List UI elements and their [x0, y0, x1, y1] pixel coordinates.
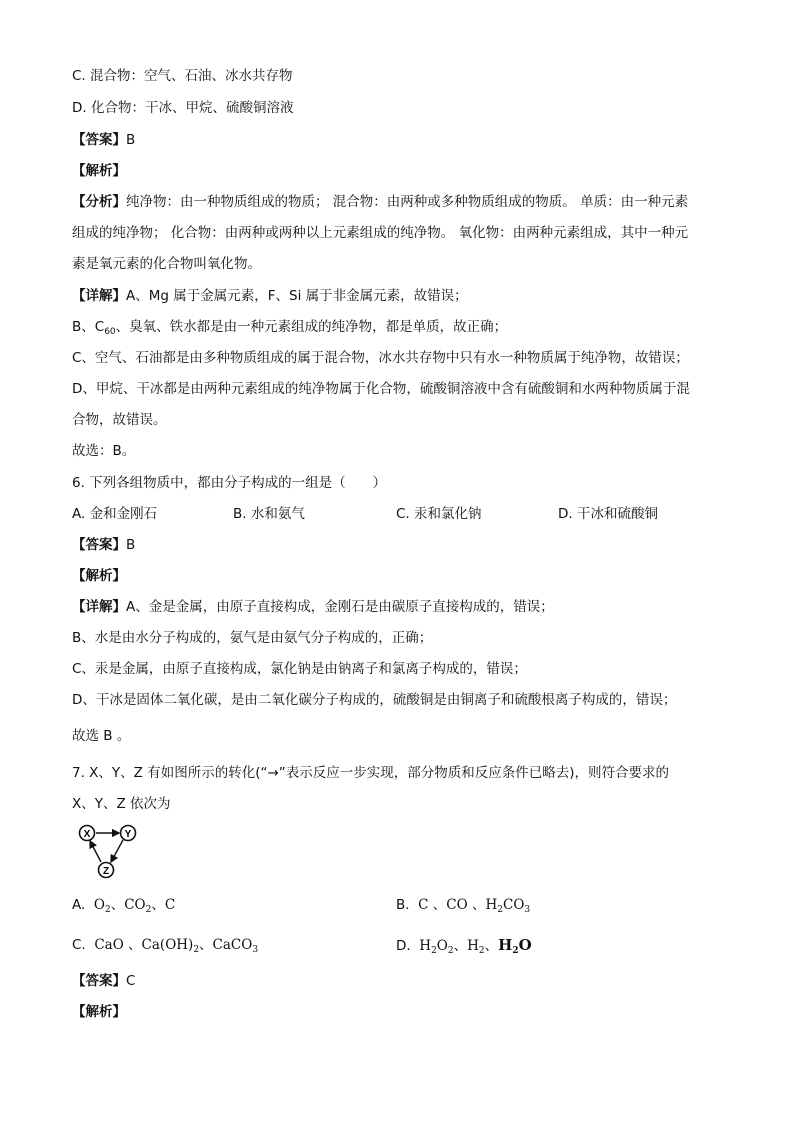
q5-choose: 故选：B。 [72, 443, 136, 459]
fenxi-tag: 【分析】 [72, 194, 126, 210]
q6-stem: 6. 下列各组物质中，都由分子构成的一组是（ ） [72, 475, 387, 491]
q7-stem-line-1: 7. X、Y、Z 有如图所示的转化(“→”表示反应一步实现，部分物质和反应条件已略去)，则符合要求的 [72, 765, 670, 781]
detail-tag: 【详解】 [72, 288, 126, 304]
q7-option-a [72, 895, 175, 920]
q5-answer [72, 130, 135, 150]
option-label: D. [396, 938, 411, 954]
q6-choose: 故选 B 。 [72, 728, 131, 744]
q6-analysis-tag: 【解析】 [72, 568, 126, 584]
q7-option-b [396, 895, 530, 920]
q6-answer [72, 535, 135, 555]
q6-option-b: B. 水和氨气 [233, 506, 305, 522]
q5-option-d: D. 化合物：干冰、甲烷、硫酸铜溶液 [72, 100, 294, 116]
answer-value: B [126, 132, 136, 148]
option-d-formula: $H_2O_2$、$H_2$、$H_2O$ [419, 936, 532, 956]
q7-option-c [72, 935, 258, 960]
option-label: A. [72, 897, 86, 913]
answer-value: B [126, 537, 136, 553]
q5-option-c: C. 混合物：空气、石油、冰水共存物 [72, 68, 293, 84]
q7-stem-line-2: X、Y、Z 依次为 [72, 796, 171, 812]
node-x-label: X [83, 829, 91, 840]
arrow-y-to-z [111, 840, 123, 862]
option-a-formula: $O_2$、$CO_2$、C [93, 897, 176, 915]
q6-detail-b: B、水是由水分子构成的，氨气是由氨气分子构成的，正确； [72, 630, 433, 646]
q7-answer [72, 971, 135, 991]
option-c-formula: CaO 、$Ca(OH)_2$、CaCO$_3$ [94, 937, 259, 955]
fenxi-text-1: 纯净物：由一种物质组成的物质； 混合物：由两种或多种物质组成的物质。 单质：由一种元素 [126, 194, 689, 210]
q6-option-a: A. 金和金刚石 [72, 506, 158, 522]
q5-fenxi-line-1 [72, 192, 688, 212]
q5-fenxi-line-2: 组成的纯净物； 化合物：由两种或两种以上元素组成的纯净物。 氧化物：由两种元素组成，其中一种元 [72, 225, 689, 241]
detail-b-sub: 60 [104, 327, 116, 337]
q6-option-d: D. 干冰和硫酸铜 [558, 506, 658, 522]
arrow-z-to-x [90, 841, 101, 862]
detail-tag: 【详解】 [72, 599, 126, 615]
answer-tag: 【答案】 [72, 132, 126, 148]
q6-option-c: C. 汞和氯化钠 [396, 506, 482, 522]
q5-detail-b [72, 317, 507, 342]
q5-fenxi-line-3: 素是氧元素的化合物叫氧化物。 [72, 256, 261, 272]
answer-tag: 【答案】 [72, 973, 126, 989]
node-y-label: Y [124, 829, 132, 840]
q6-detail-c: C、汞是金属，由原子直接构成，氯化钠是由钠离子和氯离子构成的，错误； [72, 661, 527, 677]
option-b-formula: C 、CO 、$H_2CO_3$ [418, 897, 531, 915]
q6-detail-d: D、干冰是固体二氧化碳，是由二氧化碳分子构成的，硫酸铜是由铜离子和硫酸根离子构成的，错误； [72, 692, 677, 708]
answer-value: C [126, 973, 136, 989]
q5-detail-d-2: 合物，故错误。 [72, 412, 167, 428]
option-label: B. [396, 897, 410, 913]
q5-analysis-tag: 【解析】 [72, 163, 126, 179]
detail-a-text: A、Mg 属于金属元素，F、Si 属于非金属元素，故错误； [126, 288, 468, 304]
q6-detail-a [72, 597, 554, 617]
detail-b-prefix: B、C [72, 319, 105, 335]
node-z-label: Z [102, 866, 110, 877]
option-label: C. [72, 937, 86, 953]
detail-b-text: 、臭氧、铁水都是由一种元素组成的纯净物，都是单质，故正确； [115, 319, 508, 335]
q5-detail-d-1: D、甲烷、干冰都是由两种元素组成的纯净物属于化合物，硫酸铜溶液中含有硫酸铜和水两种物质属于混 [72, 381, 690, 397]
q5-detail-a [72, 286, 468, 306]
q7-option-d [396, 935, 532, 961]
detail-a-text: A、金是金属，由原子直接构成，金刚石是由碳原子直接构成的，错误； [126, 599, 554, 615]
q5-detail-c: C、空气、石油都是由多种物质组成的属于混合物，冰水共存物中只有水一种物质属于纯净物，故错误； [72, 350, 689, 366]
xyz-transformation-diagram [74, 824, 146, 882]
answer-tag: 【答案】 [72, 537, 126, 553]
q7-analysis-tag: 【解析】 [72, 1004, 126, 1020]
